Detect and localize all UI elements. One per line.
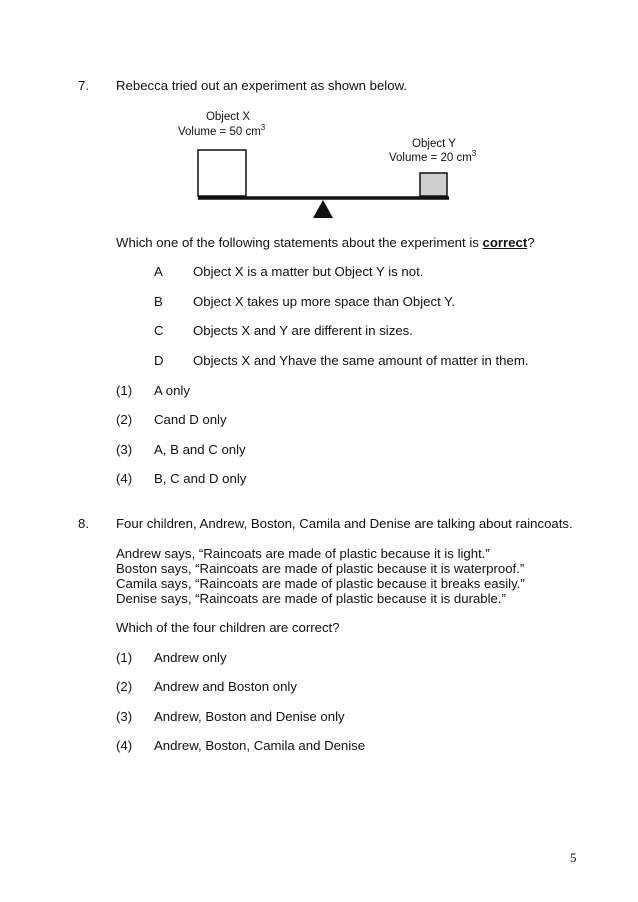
object-y-label: Object Y	[412, 138, 456, 150]
choice-number: (3)	[116, 442, 133, 457]
choice-text: B, C and D only	[154, 471, 247, 486]
choice-number: (2)	[116, 412, 133, 427]
object-x-volume: Volume = 50 $cm^3$	[178, 123, 266, 138]
page-number: 5	[570, 850, 577, 865]
q7-question: Which one of the following statements about the experiment is correct?	[116, 235, 535, 250]
choice-text: A only	[154, 383, 190, 398]
statement-text: Object X takes up more space than Object Y.	[193, 294, 455, 309]
statement-text: Object X is a matter but Object Y is not.	[193, 264, 424, 279]
q7-number: 7.	[78, 78, 89, 93]
q7-stem: Rebecca tried out an experiment as shown below.	[116, 78, 408, 93]
choice-number: (2)	[116, 679, 133, 694]
object-y-volume: Volume = 20 $cm^3$	[389, 149, 477, 164]
quote-line: Boston says, “Raincoats are made of plastic because it is waterproof.”	[116, 561, 525, 576]
balance-diagram	[170, 105, 490, 225]
choice-number: (4)	[116, 738, 133, 753]
q8-stem: Four children, Andrew, Boston, Camila and Denise are talking about raincoats.	[116, 516, 573, 531]
choice-text: Andrew only	[154, 650, 227, 665]
choice-number: (1)	[116, 650, 133, 665]
choice-text: Cand D only	[154, 412, 227, 427]
object-y-box	[420, 173, 447, 196]
object-x-label: Object X	[205, 111, 251, 123]
quote-line: Denise says, “Raincoats are made of plastic because it is durable.”	[116, 591, 506, 606]
q8-number: 8.	[78, 516, 89, 531]
q8-question: Which of the four children are correct?	[116, 620, 340, 635]
object-x-box	[198, 150, 246, 196]
fulcrum	[313, 200, 333, 218]
statement-letter: B	[154, 294, 163, 309]
keyword-correct: correct	[482, 235, 528, 250]
choice-text: A, B and C only	[154, 442, 246, 457]
statement-letter: A	[154, 264, 163, 279]
choice-number: (1)	[116, 383, 133, 398]
quote-line: Camila says, “Raincoats are made of plastic because it breaks easily.”	[116, 576, 525, 591]
statement-letter: D	[154, 353, 164, 368]
statement-letter: C	[154, 323, 164, 338]
quote-line: Andrew says, “Raincoats are made of plastic because it is light.”	[116, 546, 490, 561]
statement-text: Objects X and Yhave the same amount of matter in them.	[193, 353, 529, 368]
choice-text: Andrew, Boston, Camila and Denise	[154, 738, 366, 753]
statement-text: Objects X and Y are different in sizes.	[193, 323, 413, 338]
choice-number: (4)	[116, 471, 133, 486]
choice-text: Andrew and Boston only	[154, 679, 297, 694]
choice-number: (3)	[116, 709, 133, 724]
choice-text: Andrew, Boston and Denise only	[154, 709, 345, 724]
